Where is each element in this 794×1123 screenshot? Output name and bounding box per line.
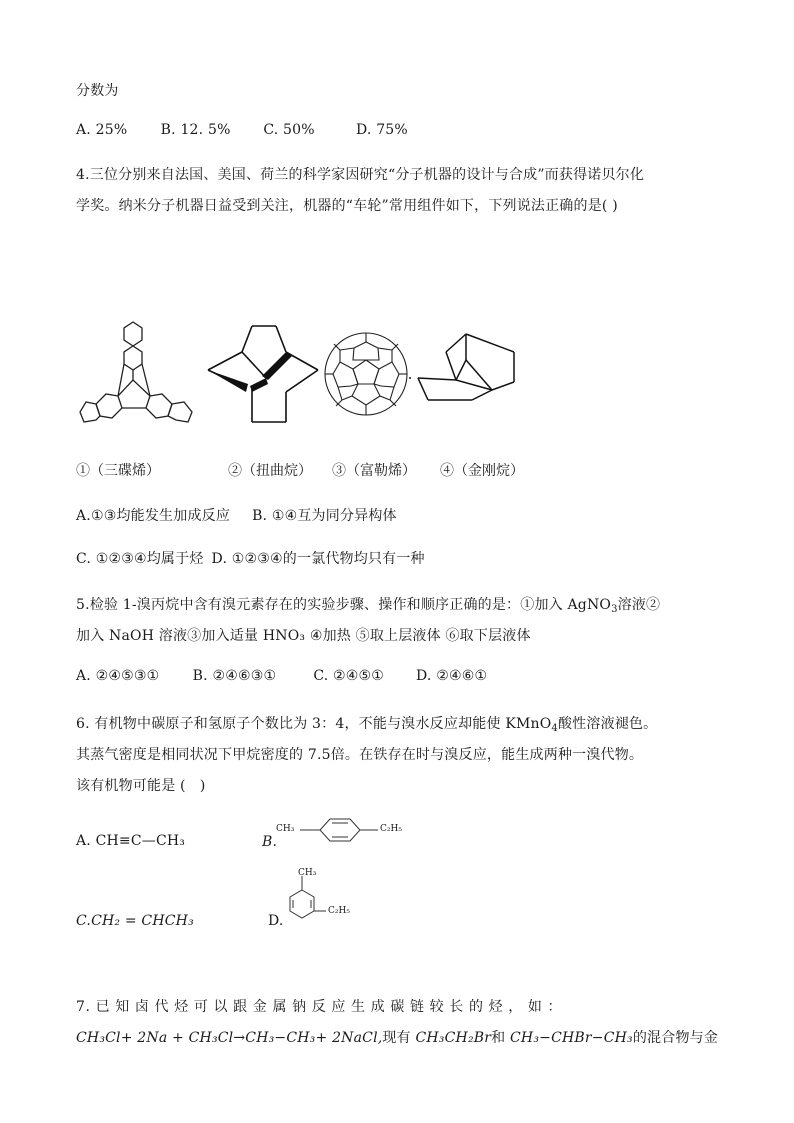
q7-stem-line2 bbox=[76, 1027, 718, 1047]
q3-options bbox=[76, 122, 408, 138]
q3-option-a: A. 25% bbox=[76, 122, 128, 138]
q6-stem-line1-text: 6. 有机物中碳原子和氢原子个数比为 3：4，不能与溴水反应却能使 KMnO bbox=[76, 716, 552, 732]
q6-option-b-label: B. bbox=[262, 834, 278, 850]
q6-structure-d bbox=[284, 868, 364, 930]
q7-equation: CH₃Cl+ 2Na + CH₃Cl→CH₃−CH₃+ 2NaCl, bbox=[76, 1030, 383, 1046]
q3-option-b: B. 12. 5% bbox=[160, 122, 231, 138]
q5-stem-line2: 加入 NaOH 溶液③加入适量 HNO₃ ④加热 ⑤取上层液体 ⑥取下层液体 bbox=[76, 628, 531, 644]
q5-stem-line1 bbox=[76, 594, 660, 615]
struct-d-right-group: C₂H₅ bbox=[328, 906, 350, 916]
q6-stem-line2: 其蒸气密度是相同状况下甲烷密度的 7.5倍。在铁存在时与溴反应，能生成两种一溴代物。 bbox=[76, 747, 644, 763]
q6-option-c: C.CH₂ = CHCH₃ bbox=[76, 913, 194, 929]
q5-option-d: D. ②④⑥① bbox=[415, 668, 488, 684]
q4-option-a: A.①③均能发生加成反应 bbox=[76, 508, 231, 524]
benzene-ring-icon bbox=[298, 816, 392, 846]
twistane-structure bbox=[206, 322, 320, 426]
q4-stem-line2: 学奖。纳米分子机器日益受到关注，机器的“车轮”常用组件如下，下列说法正确的是( ) bbox=[76, 198, 618, 214]
q4-option-b: B. ①④互为同分异构体 bbox=[252, 508, 397, 524]
q4-option-c: C. ①②③④均属于烃 bbox=[76, 551, 204, 567]
q7-text-2: 和 bbox=[491, 1030, 510, 1046]
q6-stem-line1-end: 酸性溶液褪色。 bbox=[557, 716, 658, 732]
q4-options-ab bbox=[76, 505, 397, 525]
struct-d-top-group: CH₃ bbox=[298, 868, 317, 878]
q4-option-d: D. ①②③④的一氯代物均只有一种 bbox=[211, 551, 425, 567]
q6-option-d-label: D. bbox=[268, 913, 284, 929]
q4-captions bbox=[0, 460, 794, 482]
q6-stem-line3: 该有机物可能是 ( ) bbox=[76, 778, 206, 794]
struct-b-left-group: CH₃ bbox=[276, 824, 295, 834]
benzene-ring-icon bbox=[284, 874, 344, 930]
q5-stem-line1-text: 5.检验 1-溴丙烷中含有溴元素存在的实验步骤、操作和顺序正确的是：①加入 AgNO bbox=[76, 597, 612, 613]
q4-stem-line1: 4.三位分别来自法国、美国、荷兰的科学家因研究“分子机器的设计与合成”而获得诺贝尔化 bbox=[76, 167, 645, 183]
q7-formula-2: CH₃−CHBr−CH₃ bbox=[510, 1030, 633, 1046]
q5-option-b: B. ②④⑥③① bbox=[192, 668, 277, 684]
q7-text-1: 现有 bbox=[382, 1030, 416, 1046]
q5-stem-line1-sub: 3 bbox=[611, 604, 618, 615]
caption-fullerene: ③（富勒烯） bbox=[332, 463, 416, 479]
caption-twistane: ②（扭曲烷） bbox=[228, 463, 312, 479]
q6-structure-b bbox=[276, 816, 416, 846]
fullerene-structure bbox=[322, 328, 412, 420]
caption-adamantane: ④（金刚烷） bbox=[440, 463, 524, 479]
q6-stem-line1-sub: 4 bbox=[551, 723, 558, 734]
q3-option-c: C. 50% bbox=[263, 122, 315, 138]
triptycene-structure bbox=[78, 316, 208, 426]
q7-text-3: 的混合物与金 bbox=[632, 1030, 719, 1046]
q7-stem-line1: 7. 已 知 卤 代 烃 可 以 跟 金 属 钠 反 应 生 成 碳 链 较 长 的 烃 ， 如 ： bbox=[76, 999, 563, 1015]
q5-options bbox=[76, 668, 487, 684]
q6-stem-line1 bbox=[76, 713, 657, 734]
q3-option-d: D. 75% bbox=[355, 122, 408, 138]
q3-continuation: 分数为 bbox=[76, 83, 119, 99]
q7-formula-1: CH₃CH₂Br bbox=[415, 1030, 492, 1046]
q6-option-a: A. CH≡C—CH₃ bbox=[76, 833, 186, 849]
q5-option-c: C. ②④⑤① bbox=[313, 668, 385, 684]
q5-stem-line1-end: 溶液② bbox=[617, 597, 661, 613]
q4-options-cd bbox=[76, 548, 425, 568]
struct-b-right-group: C₂H₅ bbox=[380, 824, 402, 834]
q5-option-a: A. ②④⑤③① bbox=[76, 668, 160, 684]
caption-triptycene: ①（三碟烯） bbox=[76, 463, 160, 479]
adamantane-structure bbox=[416, 330, 520, 402]
